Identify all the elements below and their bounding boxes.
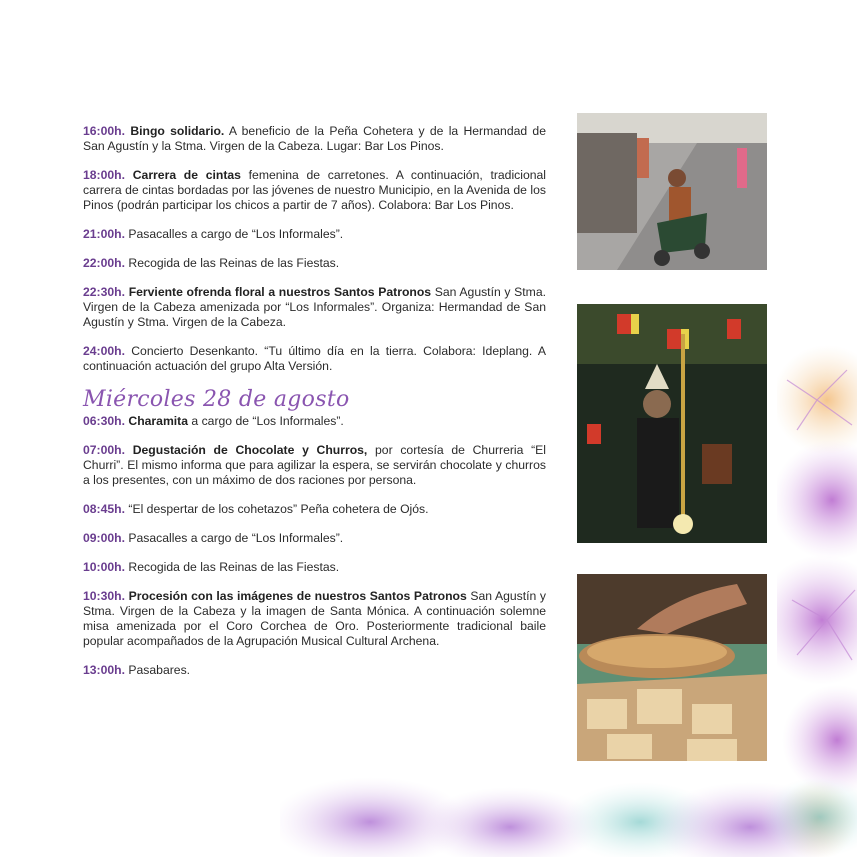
- entry-event-title: Ferviente ofrenda floral a nuestros Santos Patronos: [128, 285, 432, 299]
- schedule-entry: [83, 443, 546, 488]
- fireworks-decoration-right: [777, 320, 857, 857]
- fireworks-decoration-bottom: [280, 777, 857, 857]
- photo-saint-statue-procession: [577, 304, 767, 543]
- entry-time: 24:00h.: [83, 344, 126, 358]
- entry-time: 16:00h.: [83, 124, 126, 138]
- schedule-entry: [83, 344, 546, 374]
- entry-event-title: Bingo solidario.: [130, 124, 225, 138]
- entry-time: 09:00h.: [83, 531, 126, 545]
- entry-time: 10:00h.: [83, 560, 126, 574]
- entry-description: por cortesía de Churreria “El Churri”. El mismo informa que para agilizar la espera, se servirán chocolate y churros a los presentes, con un máximo de dos raciones por persona.: [83, 443, 546, 487]
- entry-time: 08:45h.: [83, 502, 126, 516]
- entry-description: A beneficio de la Peña Cohetera y de la Hermandad de San Agustín y la Stma. Virgen de la Cabeza. Lugar: Bar Los Pinos.: [83, 124, 546, 153]
- entry-description: Pasacalles a cargo de “Los Informales”.: [125, 531, 344, 545]
- schedule-entry: [83, 502, 546, 517]
- entry-description: San Agustín y Stma. Virgen de la Cabeza y la imagen de Santa Mónica. A continuación solemne misa amenizada por el Coro Corchea de Oro. Posteriormente tradicional baile popular acompañados de la Agrupación Musical Cultural Archena.: [83, 589, 547, 648]
- entry-description: Concierto Desenkanto. “Tu último día en la tierra. Colabora: Ideplang. A continuación actuación del grupo Alta Versión.: [83, 344, 546, 373]
- entry-time: 10:30h.: [83, 589, 126, 603]
- entry-description: Recogida de las Reinas de las Fiestas.: [125, 256, 340, 270]
- entry-description: a cargo de “Los Informales”.: [188, 414, 344, 428]
- schedule-entry: [83, 663, 546, 678]
- schedule-entry: [83, 589, 546, 649]
- entry-description: “El despertar de los cohetazos” Peña cohetera de Ojós.: [125, 502, 429, 516]
- entry-event-title: Charamita: [128, 414, 189, 428]
- entry-description: Recogida de las Reinas de las Fiestas.: [125, 560, 340, 574]
- schedule-entry: [83, 531, 546, 546]
- schedule-entry: [83, 168, 546, 213]
- entry-time: 18:00h.: [83, 168, 126, 182]
- entry-description: San Agustín y Stma. Virgen de la Cabeza amenizada por “Los Informales”. Organiza: Hermandad de San Agustín y Stma. Virgen de la Cabeza.: [83, 285, 546, 329]
- schedule-entry: [83, 414, 546, 429]
- entry-event-title: Carrera de cintas: [132, 168, 241, 182]
- entry-time: 13:00h.: [83, 663, 126, 677]
- entry-description: Pasacalles a cargo de “Los Informales”.: [125, 227, 344, 241]
- schedule-column: [83, 124, 546, 692]
- schedule-entry: [83, 227, 546, 242]
- entry-description: Pasabares.: [125, 663, 191, 677]
- photo-bread-tasting: [577, 574, 767, 761]
- entry-time: 22:30h.: [83, 285, 126, 299]
- schedule-entry: [83, 560, 546, 575]
- photo-street-carreton-race: [577, 113, 767, 270]
- schedule-entry: [83, 256, 546, 271]
- schedule-list-day: [83, 414, 546, 678]
- entry-event-title: Degustación de Chocolate y Churros,: [132, 443, 368, 457]
- entry-time: 22:00h.: [83, 256, 126, 270]
- entry-time: 06:30h.: [83, 414, 126, 428]
- entry-event-title: Procesión con las imágenes de nuestros Santos Patronos: [128, 589, 467, 603]
- entry-time: 21:00h.: [83, 227, 126, 241]
- schedule-entry: [83, 124, 546, 154]
- schedule-entry: [83, 285, 546, 330]
- entry-time: 07:00h.: [83, 443, 126, 457]
- day-heading: Miércoles 28 de agosto: [83, 387, 350, 412]
- entry-description: femenina de carretones. A continuación, tradicional carrera de cintas bordadas por las jóvenes de nuestro Municipio, en la Avenida de los Pinos (podrán participar los chicos a partir de 7 años). Colabora: Bar Los Pinos.: [83, 168, 546, 212]
- schedule-list-before: [83, 124, 546, 374]
